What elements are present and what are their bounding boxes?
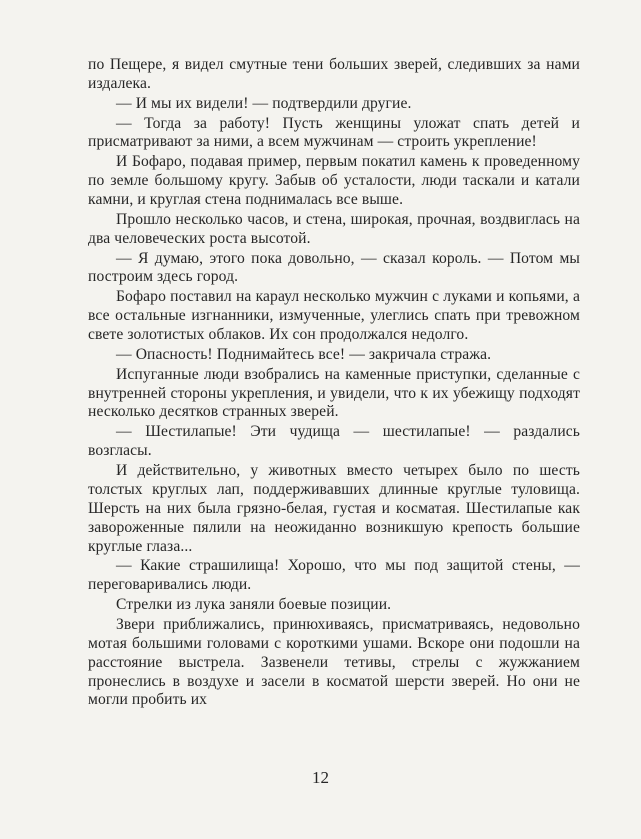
paragraph-10: — Шестилапые! Эти чудища — шестилапые! — раздались возгласы.	[88, 423, 580, 460]
paragraph-11: И действительно, у животных вместо четырех было по шесть толстых круглых лап, поддерживавших длинные круглые туловища. Шерсть на них была грязно-белая, густая и косматая. Шестилапые как завороженные пялили на неожиданно возникшую крепость большие круглые глаза...	[88, 461, 580, 555]
paragraph-3: — Тогда за работу! Пусть женщины уложат спать детей и присматривают за ними, а всем мужчинам — строить укрепление!	[88, 114, 580, 151]
page-number: 12	[312, 768, 329, 787]
paragraph-9: Испуганные люди взобрались на каменные приступки, сделанные с внутренней стороны укрепления, и увидели, что к их убежищу подходят несколько десятков странных зверей.	[88, 365, 580, 421]
paragraph-8: — Опасность! Поднимайтесь все! — закричала стража.	[116, 345, 492, 363]
paragraph-14: Звери приближались, принюхиваясь, присматриваясь, недовольно мотая большими головами с короткими ушами. Вскоре они подошли на расстояние выстрела. Зазвенели тетивы, стрелы с жужжанием пронеслись в воздухе и засели в косматой шерсти зверей. Но они не могли пробить их	[88, 615, 580, 709]
paragraph-7: Бофаро поставил на караул несколько мужчин с луками и копьями, а все остальные изгнанники, измученные, улеглись спать при тревожном свете золотистых облаков. Их сон продолжался недолго.	[88, 288, 580, 344]
paragraph-13: Стрелки из лука заняли боевые позиции.	[116, 596, 392, 614]
paragraph-4: И Бофаро, подавая пример, первым покатил камень к проведенному по земле большому кругу. Забыв об усталости, люди таскали и катали камни, и круглая стена поднималась все выше.	[88, 153, 580, 209]
paragraph-1: по Пещере, я видел смутные тени больших зверей, следивших за нами издалека.	[88, 56, 580, 92]
paragraph-2: — И мы их видели! — подтвердили другие.	[116, 94, 412, 112]
paragraph-5: Прошло несколько часов, и стена, широкая, прочная, воздвиглась на два человеческих роста высотой.	[88, 210, 580, 247]
paragraph-12: — Какие страшилища! Хорошо, что мы под защитой стены, — переговаривались люди.	[88, 557, 580, 594]
paragraph-6: — Я думаю, этого пока довольно, — сказал король. — Потом мы построим здесь город.	[88, 249, 580, 286]
body-text	[88, 56, 580, 711]
